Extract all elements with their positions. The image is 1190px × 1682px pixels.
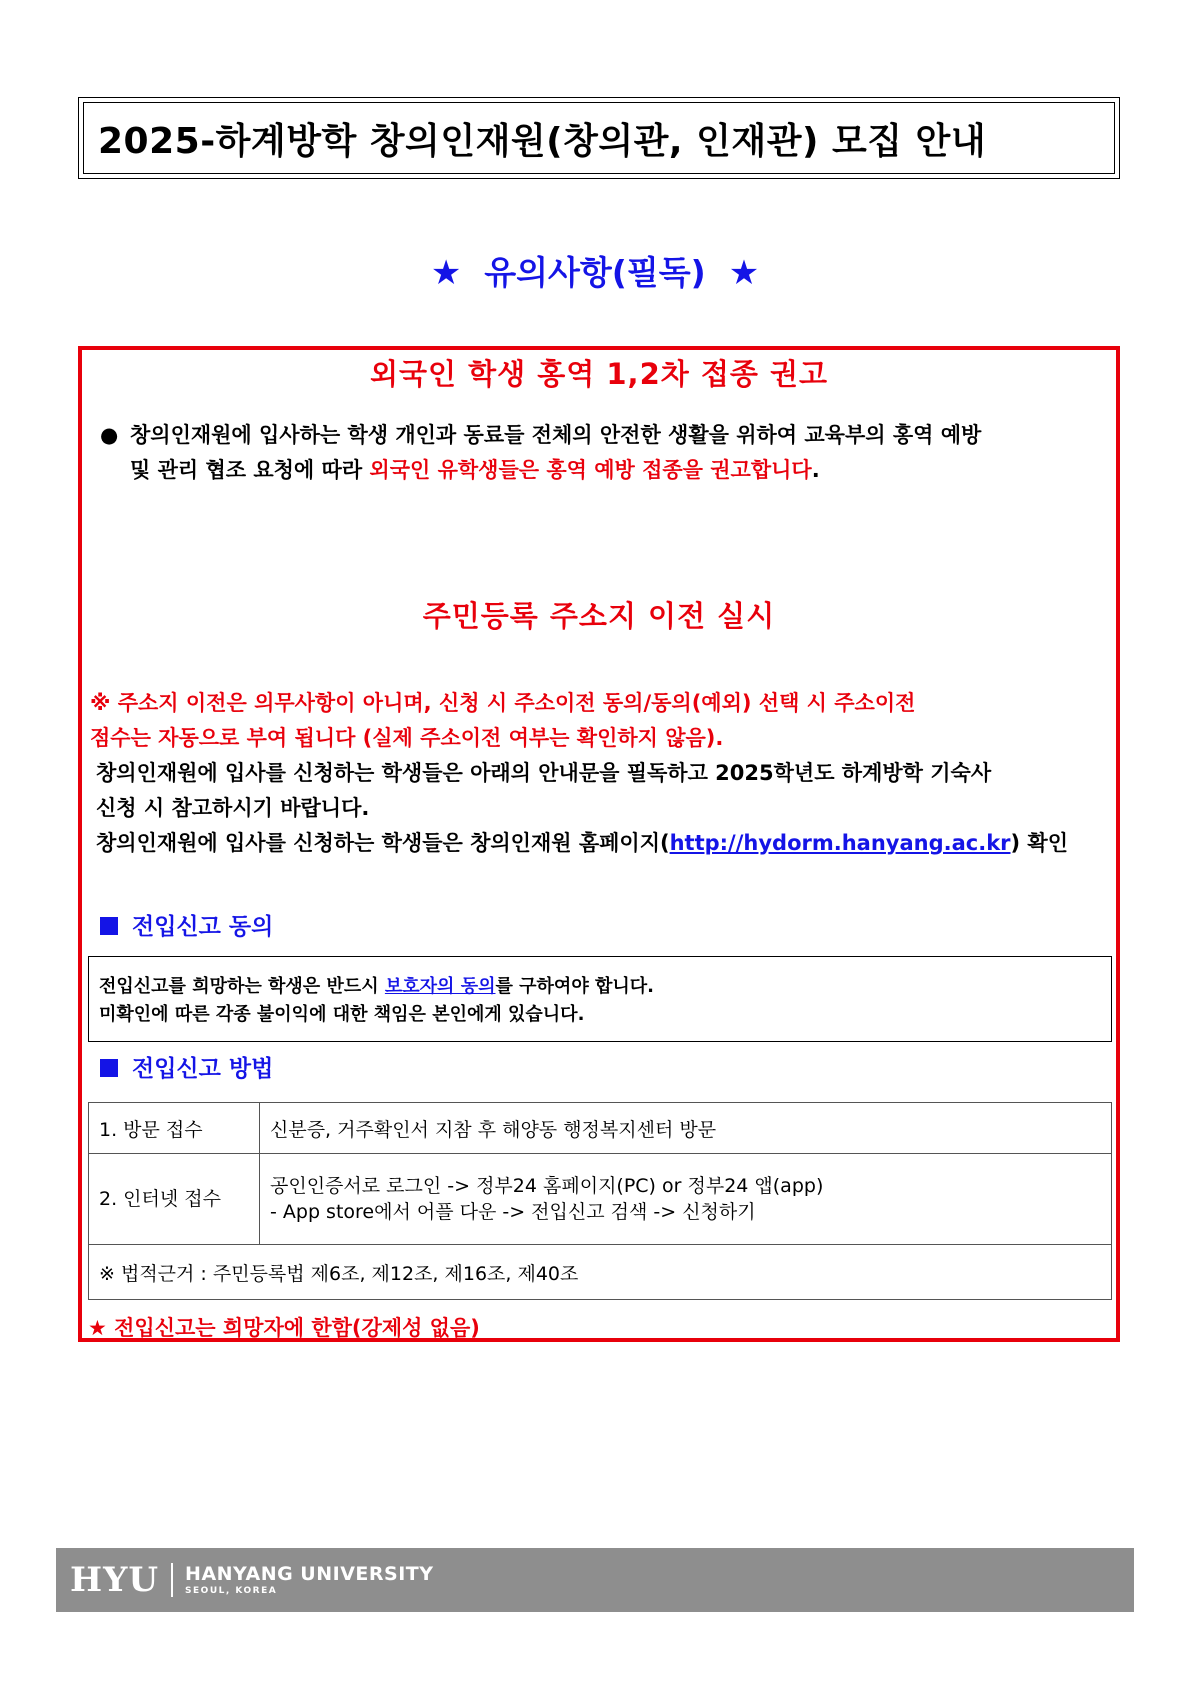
consent-heading bbox=[100, 908, 273, 941]
table-row bbox=[89, 1103, 1112, 1154]
method-desc-line-1: 공인인증서로 로그인 -> 정부24 홈페이지(PC) or 정부24 앱(app) bbox=[270, 1175, 824, 1197]
notice-heading bbox=[0, 247, 1190, 294]
university-name-text: HANYANG UNIVERSITY bbox=[185, 1562, 434, 1585]
notice-box bbox=[78, 346, 1120, 1342]
address-title: 주민등록 주소지 이전 실시 bbox=[422, 599, 776, 633]
vaccine-line-2: 및 관리 협조 요청에 따라 bbox=[130, 458, 370, 482]
homepage-link[interactable]: http://hydorm.hanyang.ac.kr bbox=[669, 831, 1011, 855]
address-red-line-1: ※ 주소지 이전은 의무사항이 아니며, 신청 시 주소이전 동의/동의(예외) 선택 시 주소이전 bbox=[90, 691, 916, 715]
university-location: SEOUL, KOREA bbox=[185, 1585, 278, 1596]
consent-text-2: 미확인에 따른 각종 불이익에 대한 책임은 본인에게 있습니다. bbox=[99, 1004, 585, 1025]
hyu-logo: HYU bbox=[70, 1560, 160, 1600]
method-desc bbox=[260, 1154, 1112, 1245]
vaccine-paragraph bbox=[100, 418, 1100, 488]
method-desc: 신분증, 거주확인서 지참 후 해양동 행정복지센터 방문 bbox=[260, 1103, 1112, 1154]
address-line-5: 창의인재원에 입사를 신청하는 학생들은 창의인재원 홈페이지( bbox=[96, 831, 670, 855]
method-heading bbox=[100, 1050, 273, 1083]
logo-divider bbox=[171, 1563, 173, 1597]
university-name bbox=[185, 1562, 434, 1596]
address-red-note bbox=[90, 686, 1120, 756]
final-note: ★ 전입신고는 희망자에 한함(강제성 없음) bbox=[88, 1316, 480, 1340]
legal-basis: ※ 법적근거 : 주민등록법 제6조, 제12조, 제16조, 제40조 bbox=[89, 1245, 1112, 1300]
address-line-5-end: ) 확인 bbox=[1010, 831, 1068, 855]
consent-text-1-end: 를 구하여야 합니다. bbox=[495, 976, 654, 997]
square-bullet-icon bbox=[100, 1059, 118, 1077]
bullet-icon: ● bbox=[100, 423, 119, 447]
vaccine-line-2-end: . bbox=[811, 458, 820, 482]
title-inner-border bbox=[83, 102, 1115, 174]
star-icon: ★ bbox=[728, 253, 760, 293]
consent-text-1: 전입신고를 희망하는 학생은 반드시 bbox=[99, 976, 385, 997]
consent-box bbox=[88, 956, 1112, 1042]
vaccine-line-1: 창의인재원에 입사하는 학생 개인과 동료들 전체의 안전한 생활을 위하여 교육부의 홍역 예방 bbox=[130, 423, 982, 447]
method-desc-line-2: - App store에서 어플 다운 -> 전입신고 검색 -> 신청하기 bbox=[270, 1201, 756, 1223]
table-row bbox=[89, 1154, 1112, 1245]
star-icon: ★ bbox=[430, 253, 462, 293]
vaccine-title: 외국인 학생 홍역 1,2차 접종 권고 bbox=[369, 357, 829, 391]
guardian-consent-text: 보호자의 동의 bbox=[384, 976, 496, 997]
page-title: 2025-하계방학 창의인재원(창의관, 인재관) 모집 안내 bbox=[98, 120, 987, 162]
title-box bbox=[78, 97, 1120, 179]
notice-heading-text: 유의사항(필독) bbox=[484, 253, 706, 292]
address-line-3: 창의인재원에 입사를 신청하는 학생들은 아래의 안내문을 필독하고 2025학년도 하계방학 기숙사 bbox=[96, 761, 992, 785]
table-row bbox=[89, 1245, 1112, 1300]
address-info bbox=[96, 756, 1126, 861]
address-line-4: 신청 시 참고하시기 바랍니다. bbox=[96, 796, 370, 820]
vaccine-line-2-highlight: 외국인 유학생들은 홍역 예방 접종을 권고합니다 bbox=[369, 458, 812, 482]
consent-heading-text: 전입신고 동의 bbox=[132, 914, 274, 940]
address-red-line-2: 점수는 자동으로 부여 됩니다 (실제 주소이전 여부는 확인하지 않음). bbox=[90, 726, 724, 750]
method-table bbox=[88, 1102, 1112, 1300]
method-heading-text: 전입신고 방법 bbox=[132, 1056, 274, 1082]
square-bullet-icon bbox=[100, 917, 118, 935]
method-label: 1. 방문 접수 bbox=[89, 1103, 260, 1154]
method-label: 2. 인터넷 접수 bbox=[89, 1154, 260, 1245]
footer-bar bbox=[56, 1548, 1134, 1612]
